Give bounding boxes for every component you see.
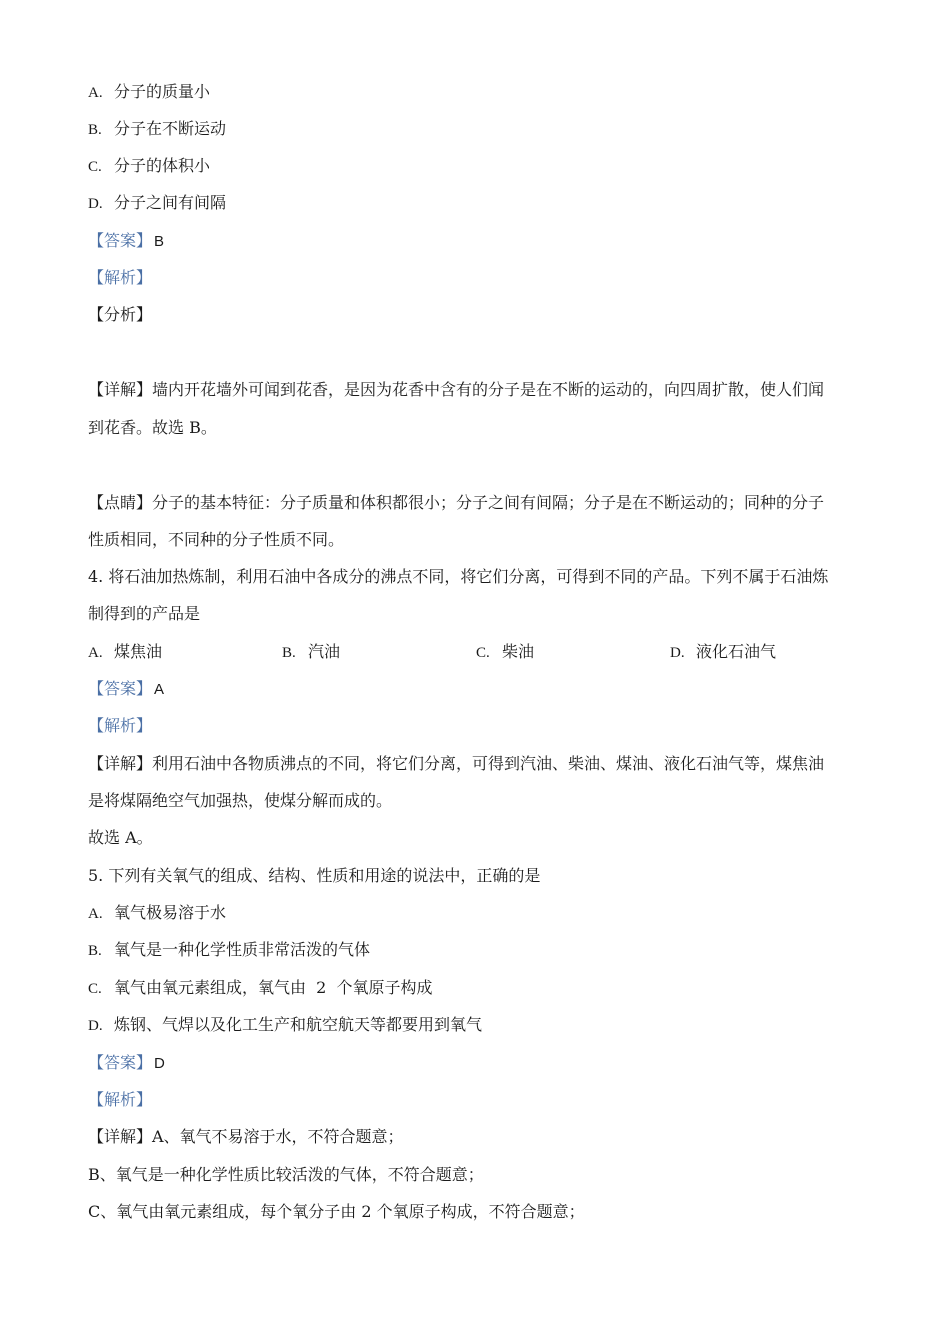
q3-detail-line2: 到花香。故选 B。: [88, 418, 217, 437]
q5-option-b: [88, 940, 370, 961]
option-text: 氧气由氧元素组成，氧气由 2 个氧原子构成: [114, 978, 433, 997]
q5-stem: 5. 下列有关氧气的组成、结构、性质和用途的说法中，正确的是: [88, 866, 541, 885]
option-label: D.: [88, 1018, 103, 1034]
q4-option-c: [476, 642, 534, 663]
q5-analysis-tag: 【解析】: [88, 1090, 153, 1109]
option-text: 液化石油气: [696, 642, 777, 661]
q3-comment-line1: [88, 493, 863, 513]
q3-comment-line2: 性质相同，不同种的分子性质不同。: [88, 530, 345, 549]
option-label: A.: [88, 645, 103, 661]
q3-option-c: [88, 156, 210, 177]
option-label: C.: [476, 645, 490, 661]
q4-stem-line2: 制得到的产品是: [88, 604, 201, 623]
q5-option-c: [88, 978, 433, 999]
q4-detail-line1: [88, 754, 863, 774]
q5-detail-line3: C、氧气由氧元素组成，每个氧分子由 2 个氧原子构成，不符合题意；: [88, 1202, 585, 1221]
option-label: D.: [670, 645, 685, 661]
comment-text: 【点睛】分子的基本特征：分子质量和体积都很小；分子之间有间隔；分子是在不断运动的；同种的分子: [88, 493, 825, 512]
option-text: 分子的质量小: [114, 82, 211, 101]
q5-detail-line1: 【详解】A、氧气不易溶于水，不符合题意；: [88, 1127, 404, 1146]
answer-tag: 【答案】: [88, 1053, 153, 1072]
q4-stem-line1: 4. 将石油加热炼制，利用石油中各成分的沸点不同，将它们分离，可得到不同的产品。下列不属于石油炼: [88, 567, 829, 586]
q3-fenxi: 【分析】: [88, 305, 153, 324]
answer-value: D: [154, 1055, 165, 1072]
q4-analysis-tag: 【解析】: [88, 716, 153, 735]
answer-value: A: [154, 681, 165, 698]
option-label: B.: [282, 645, 296, 661]
option-text: 氧气极易溶于水: [114, 903, 227, 922]
detail-text: 【详解】墙内开花墙外可闻到花香，是因为花香中含有的分子是在不断的运动的，向四周扩散，使人们闻: [88, 380, 825, 399]
option-label: B.: [88, 122, 102, 138]
q4-option-a: [88, 642, 162, 663]
option-label: B.: [88, 943, 102, 959]
q3-option-a: [88, 82, 210, 103]
detail-text: 【详解】利用石油中各物质沸点的不同，将它们分离，可得到汽油、柴油、煤油、液化石油气等，煤焦油: [88, 754, 825, 773]
option-text: 分子的体积小: [114, 156, 211, 175]
q4-options-row: [88, 642, 888, 662]
q3-option-b: [88, 119, 226, 140]
q3-option-d: [88, 193, 226, 214]
option-label: D.: [88, 196, 103, 212]
option-text: 汽油: [308, 642, 341, 661]
q4-answer: [88, 679, 164, 700]
option-text: 分子在不断运动: [114, 119, 227, 138]
option-text: 炼钢、气焊以及化工生产和航空航天等都要用到氧气: [114, 1015, 483, 1034]
option-text: 煤焦油: [114, 642, 163, 661]
option-text: 氧气是一种化学性质非常活泼的气体: [114, 940, 371, 959]
answer-tag: 【答案】: [88, 679, 153, 698]
q4-detail-line3: 故选 A。: [88, 828, 153, 847]
option-text: 柴油: [502, 642, 535, 661]
answer-value: B: [154, 233, 165, 250]
q4-option-b: [282, 642, 340, 663]
q4-detail-line2: 是将煤隔绝空气加强热，使煤分解而成的。: [88, 791, 393, 810]
q3-analysis-tag: 【解析】: [88, 268, 153, 287]
q5-answer: [88, 1053, 165, 1074]
q5-detail-line2: B、氧气是一种化学性质比较活泼的气体，不符合题意；: [88, 1165, 484, 1184]
option-label: A.: [88, 906, 103, 922]
q5-option-a: [88, 903, 226, 924]
option-text: 分子之间有间隔: [114, 193, 227, 212]
q5-option-d: [88, 1015, 482, 1036]
q4-option-d: [670, 642, 776, 663]
option-label: C.: [88, 159, 102, 175]
option-label: C.: [88, 981, 102, 997]
option-label: A.: [88, 85, 103, 101]
q3-answer: [88, 231, 164, 252]
q3-detail-line1: [88, 380, 863, 400]
answer-tag: 【答案】: [88, 231, 153, 250]
